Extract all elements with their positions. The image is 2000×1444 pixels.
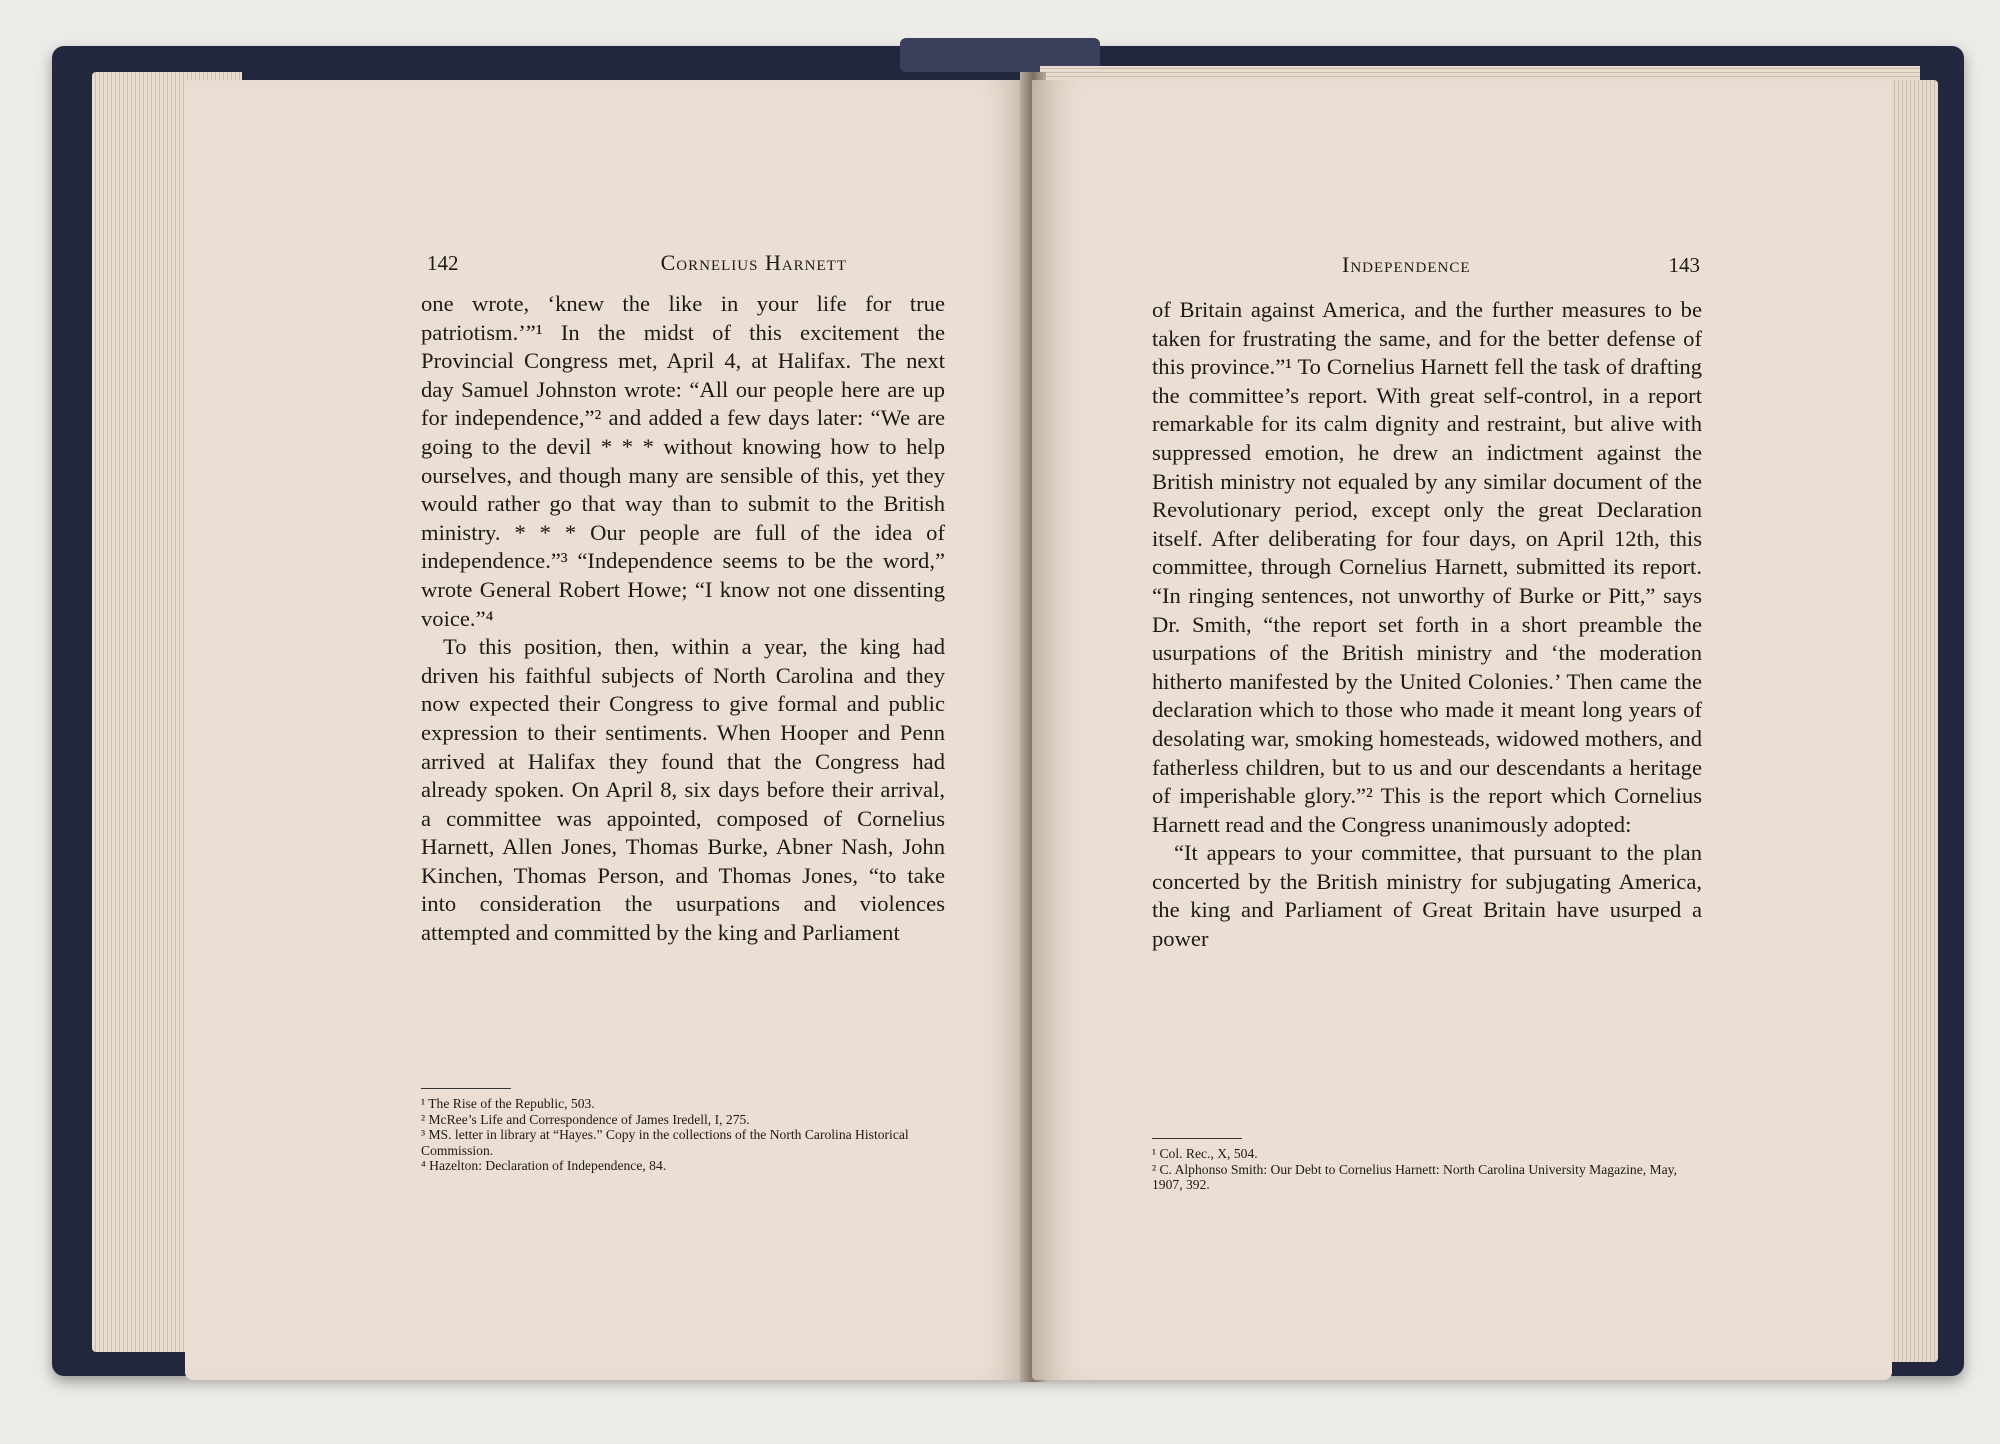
left-footnote-4: ⁴ Hazelton: Declaration of Independence, 84. <box>421 1158 667 1173</box>
right-body-text <box>1152 296 1702 954</box>
left-running-title: Cornelius Harnett <box>660 250 847 275</box>
left-footnote-3: ³ MS. letter in library at “Hayes.” Copy in the collections of the North Carolina Historical Commission. <box>421 1127 909 1158</box>
right-running-title: Independence <box>1342 252 1471 277</box>
left-footnotes <box>421 1096 945 1174</box>
left-footnote-rule <box>421 1088 511 1089</box>
right-page-number: 143 <box>1668 253 1700 277</box>
right-footnote-2: ² C. Alphonso Smith: Our Debt to Cornelius Harnett: North Carolina University Magazine, May, 1907, 392. <box>1152 1161 1677 1192</box>
left-footnote-1: ¹ The Rise of the Republic, 503. <box>421 1096 595 1111</box>
left-paragraph-1: one wrote, ‘knew the like in your life for true patriotism.’”¹ In the midst of this excitement the Provincial Congress met, April 4, at Halifax. The next day Samuel Johnston wrote: “All our people here are up for independence,”² and added a few days later: “We are going to the devil * * * without knowing how to help ourselves, and though many are sensible of this, yet they would rather go that way than to submit to the British ministry. * * * Our people are full of the idea of independence.”³ “Independence seems to be the word,” wrote General Robert Howe; “I know not one dissenting voice.”⁴ <box>421 291 945 631</box>
left-page <box>185 80 1030 1380</box>
right-footnote-rule <box>1152 1138 1242 1139</box>
right-paragraph-2: “It appears to your committee, that pursuant to the plan concerted by the British ministry for subjugating America, the king and Parliament of Great Britain have usurped a power <box>1152 840 1702 952</box>
right-page <box>1032 80 1892 1380</box>
left-footnote-2: ² McRee’s Life and Correspondence of James Iredell, I, 275. <box>421 1111 750 1127</box>
right-footnote-1: ¹ Col. Rec., X, 504. <box>1152 1146 1258 1161</box>
left-paragraph-2: To this position, then, within a year, the king had driven his faithful subjects of North Carolina and they now expected their Congress to give formal and public expression to their sentiments. When Hooper and Penn arrived at Halifax they found that the Congress had already spoken. On April 8, six days before their arrival, a committee was appointed, composed of Cornelius Harnett, Allen Jones, Thomas Burke, Abner Nash, John Kinchen, Thomas Person, and Thomas Jones, “to take into consideration the usurpations and violences attempted and committed by the king and Parliament <box>421 634 945 946</box>
right-footnotes <box>1152 1146 1702 1193</box>
left-page-number: 142 <box>427 251 459 275</box>
left-body-text <box>421 290 945 948</box>
right-paragraph-1: of Britain against America, and the further measures to be taken for frustrating the same, and for the better defense of this province.”¹ To Cornelius Harnett fell the task of drafting the committee’s report. With great self-control, in a report remarkable for its calm dignity and restraint, but alive with suppressed emotion, he drew an indictment against the British ministry not equaled by any similar document of the Revolutionary period, except only the great Declaration itself. After deliberating for four days, on April 12th, this committee, through Cornelius Harnett, submitted its report. “In ringing sentences, not unworthy of Burke or Pitt,” says Dr. Smith, “the report set forth in a short preamble the usurpations of the British ministry and ‘the moderation hitherto manifested by the United Colonies.’ Then came the declaration which to those who made it meant long years of desolating war, smoking homesteads, widowed mothers, and fatherless children, but to us and our descendants a heritage of imperishable glory.”² This is the report which Cornelius Harnett read and the Congress unanimously adopted: <box>1152 297 1702 837</box>
right-running-head <box>1152 252 1700 278</box>
left-running-head <box>427 250 997 276</box>
